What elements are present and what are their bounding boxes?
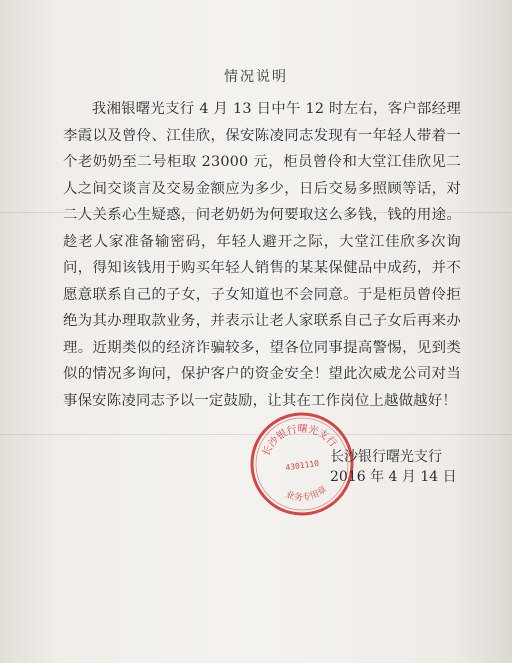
svg-text:业务专用章 [283,482,330,506]
svg-text:长沙银行曙光支行 [257,418,341,460]
document-date: 2016 年 4 月 14 日 [330,469,457,485]
stamp-top-text: 长沙银行曙光支行 [260,423,339,458]
document-title: 情况说明 [224,69,288,85]
stamp-number: 4301110 [284,458,320,473]
document-body: 我湘银曙光支行 4 月 13 日中午 12 时左右，客户部经理李霞以及曾伶、江佳欣，保安陈凌同志发现有一年轻人带着一个老奶奶至二号柜取 23000 元，柜员曾伶和大堂江佳欣见二人之间交谈言及交易金额应为多少，日后交易多照顾等话，对二人关系心生疑惑，问老奶奶为何要取这么多钱，钱的用途。趁老人家准备输密码，年轻人避开之际，大堂江佳欣多次询问，得知该钱用于购买年轻人销售的某某保健品中成药，并不愿意联系自己的子女，子女知道也不会同意。于是柜员曾伶拒绝为其办理取款业务，并表示让老人家联系自己子女后再来办理。近期类似的经济诈骗较多，望各位同事提高警惕，见到类似的情况多询问，保护客户的资金安全！望此次威龙公司对当事保安陈凌同志予以一定鼓励，让其在工作岗位上越做越好！ [63,101,461,409]
stamp-bottom-text: 业务专用章 [283,484,329,504]
signer-name: 长沙银行曙光支行 [330,449,442,465]
